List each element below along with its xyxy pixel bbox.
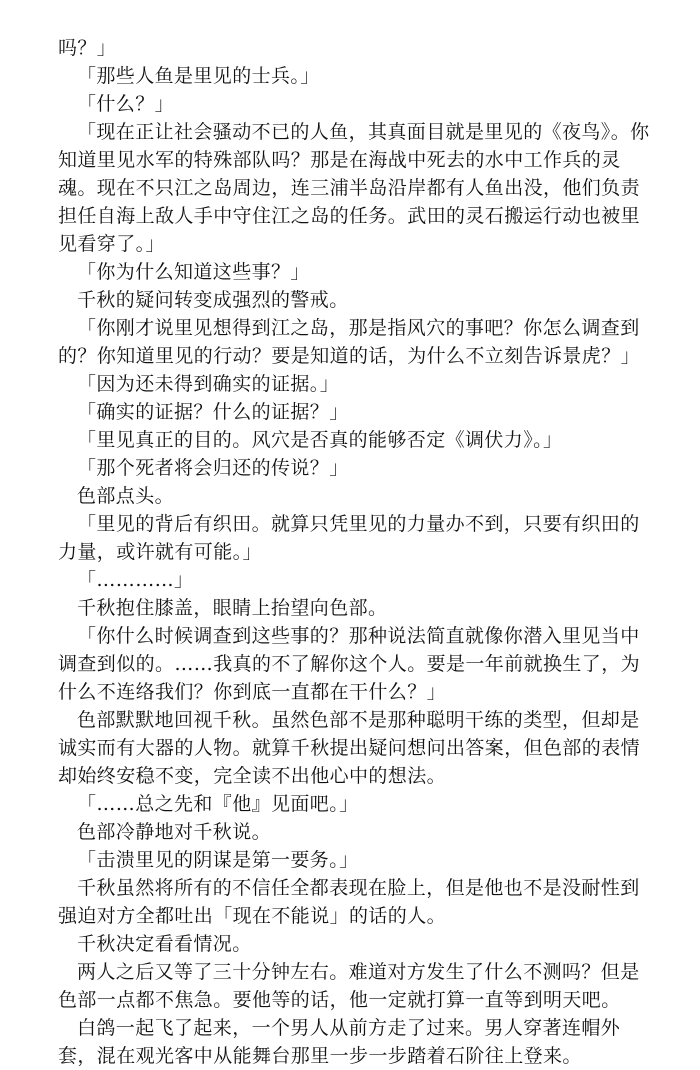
paragraph: 「你为什么知道这些事？」 <box>77 261 310 283</box>
paragraph: 「你刚才说里见想得到江之岛，那是指风穴的事吧？你怎么调查到的？你知道里见的行动？要是知道的话，为什么不立刻告诉景虎？」 <box>58 317 641 367</box>
paragraph: 「里见真正的目的。风穴是否真的能够否定《调伏力》。」 <box>77 429 563 451</box>
paragraph: 千秋虽然将所有的不信任全都表现在脸上，但是他也不是没耐性到强迫对方全都吐出「现在不能说」的话的人。 <box>58 877 640 927</box>
paragraph: 「你什么时候调查到这些事的？那种说法简直就像你潜入里见当中调查到似的。……我真的不了解你这个人。要是一年前就换生了，为什么不连络我们？你到底一直都在干什么？」 <box>58 625 641 703</box>
paragraph: 「确实的证据？什么的证据？」 <box>77 401 349 423</box>
paragraph: 色部冷静地对千秋说。 <box>77 821 272 843</box>
paragraph: 「现在正让社会骚动不已的人鱼，其真面目就是里见的《夜鸟》。你知道里见水军的特殊部队吗？那是在海战中死去的水中工作兵的灵魂。现在不只江之岛周边，连三浦半岛沿岸都有人鱼出没，他们负责担任自海上敌人手中守住江之岛的任务。武田的灵石搬运行动也被里见看穿了。」 <box>58 121 650 255</box>
paragraph: 「那个死者将会归还的传说？」 <box>77 457 349 479</box>
paragraph: 「……总之先和『他』见面吧。」 <box>77 793 359 815</box>
paragraph: 色部点头。 <box>77 485 175 507</box>
paragraph: 「…………」 <box>77 569 194 591</box>
paragraph: 千秋的疑问转变成强烈的警戒。 <box>77 289 349 311</box>
paragraph: 两人之后又等了三十分钟左右。难道对方发生了什么不测吗？但是色部一点都不焦急。要他等的话，他一定就打算一直等到明天吧。 <box>58 961 640 1011</box>
paragraph: 白鸽一起飞了起来，一个男人从前方走了过来。男人穿著连帽外套，混在观光客中从能舞台那里一步一步踏着石阶往上登来。 <box>58 1017 621 1067</box>
paragraph: 「因为还未得到确实的证据。」 <box>77 373 340 395</box>
paragraph: 千秋抱住膝盖，眼睛上抬望向色部。 <box>77 597 388 619</box>
paragraph: 吗？」 <box>58 37 117 59</box>
paragraph: 千秋决定看看情况。 <box>77 933 252 955</box>
paragraph: 「击溃里见的阴谋是第一要务。」 <box>77 849 359 871</box>
novel-page <box>58 34 658 1070</box>
paragraph: 「什么？」 <box>77 93 175 115</box>
paragraph: 「里见的背后有织田。就算只凭里见的力量办不到，只要有织田的力量，或许就有可能。」 <box>58 513 640 563</box>
paragraph: 色部默默地回视千秋。虽然色部不是那种聪明干练的类型，但却是诚实而有大器的人物。就算千秋提出疑问想问出答案，但色部的表情却始终安稳不变，完全读不出他心中的想法。 <box>58 709 641 787</box>
paragraph: 「那些人鱼是里见的士兵。」 <box>77 65 320 87</box>
